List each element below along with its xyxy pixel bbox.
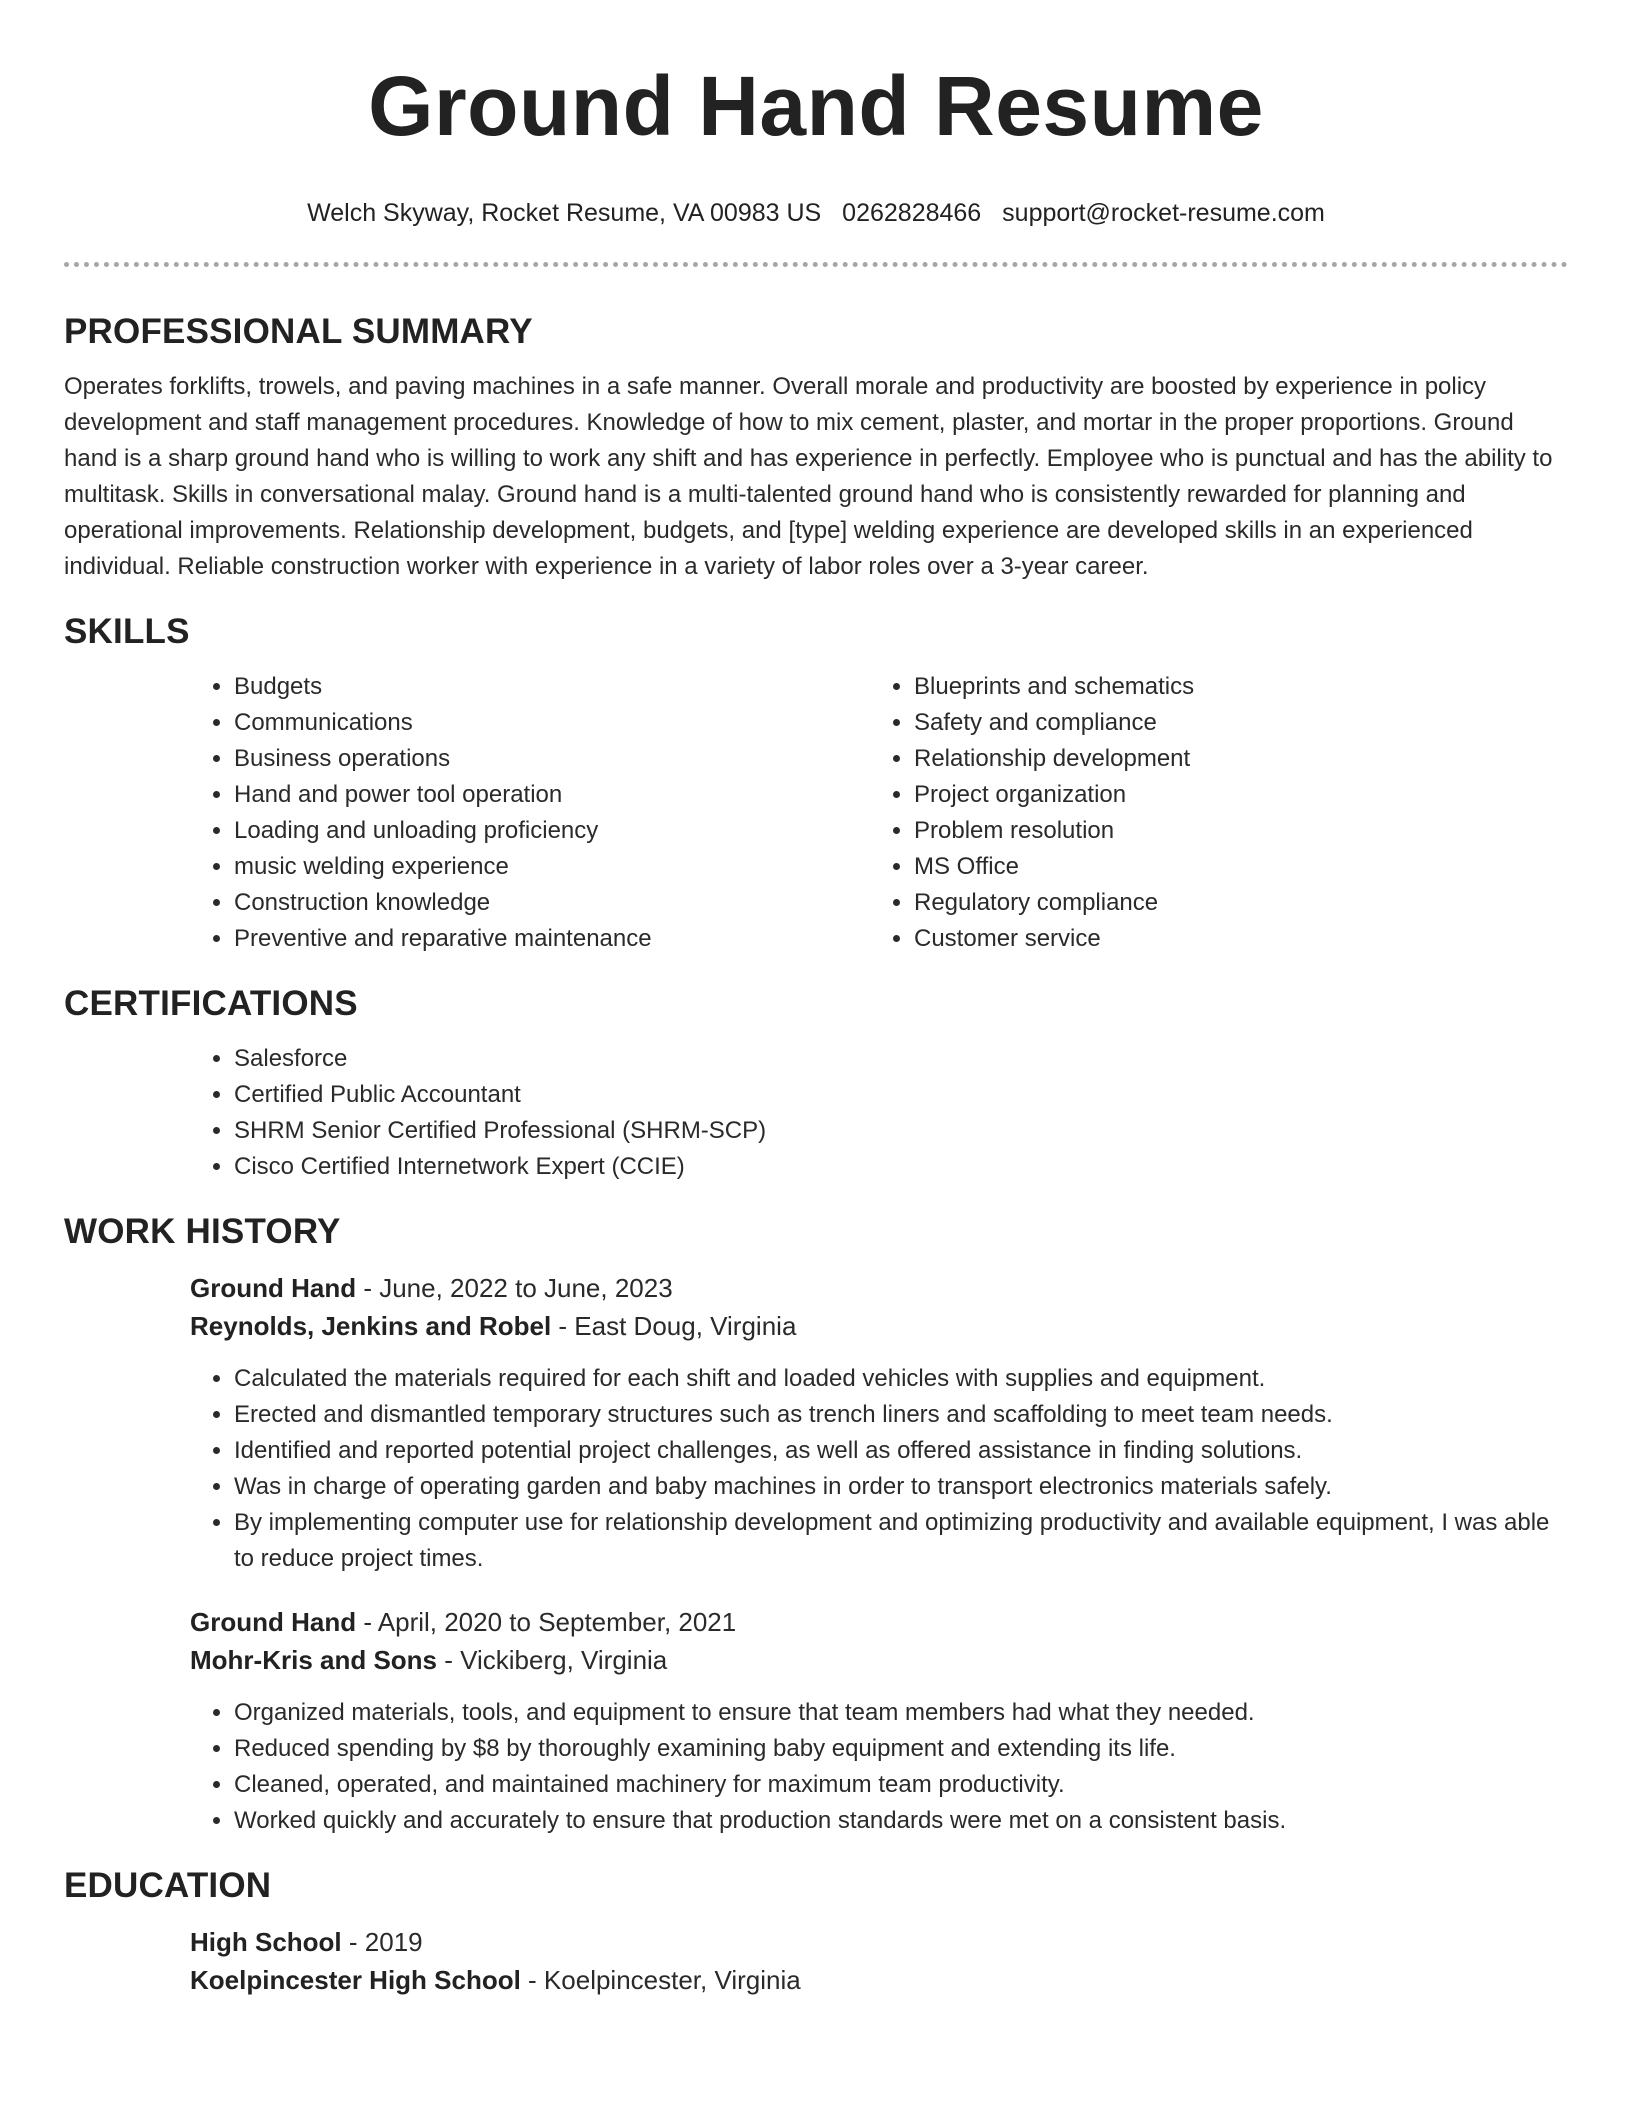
- education-location: - Koelpincester, Virginia: [520, 1965, 801, 1995]
- job-dates: - April, 2020 to September, 2021: [356, 1607, 737, 1637]
- job-entry: [190, 1269, 1568, 1577]
- resume-title: Ground Hand Resume: [368, 59, 1264, 153]
- education-year: - 2019: [341, 1927, 423, 1957]
- education-heading: EDUCATION: [64, 1866, 272, 1905]
- certification-item: • Certified Public Accountant: [234, 1077, 1568, 1113]
- skill-item: • Hand and power tool operation: [234, 777, 870, 813]
- job-title: Ground Hand: [190, 1607, 357, 1637]
- job-title: Ground Hand: [190, 1273, 357, 1303]
- job-bullet: • Cleaned, operated, and maintained machinery for maximum team productivity.: [234, 1767, 1568, 1803]
- education-school-line: [190, 1961, 1568, 1999]
- work-history-heading: WORK HISTORY: [64, 1212, 341, 1251]
- skill-item: • Preventive and reparative maintenance: [234, 921, 870, 957]
- skills-heading: SKILLS: [64, 612, 190, 651]
- contact-email: support@rocket-resume.com: [1002, 199, 1325, 227]
- job-bullet: • Organized materials, tools, and equipment to ensure that team members had what they needed.: [234, 1695, 1568, 1731]
- skill-item: • Loading and unloading proficiency: [234, 813, 870, 849]
- job-bullet: • Erected and dismantled temporary structures such as trench liners and scaffolding to meet team needs.: [234, 1397, 1568, 1433]
- job-location: - Vickiberg, Virginia: [437, 1645, 668, 1675]
- skill-item: • music welding experience: [234, 849, 870, 885]
- skill-item: • Relationship development: [914, 741, 1550, 777]
- education-degree-line: [190, 1923, 1568, 1961]
- job-bullet: • Was in charge of operating garden and baby machines in order to transport electronics materials safely.: [234, 1469, 1568, 1505]
- job-company: Mohr-Kris and Sons: [190, 1645, 438, 1675]
- certifications-list: [190, 1041, 1568, 1185]
- skill-item: • MS Office: [914, 849, 1550, 885]
- skill-item: • Customer service: [914, 921, 1550, 957]
- contact-phone: 0262828466: [842, 199, 982, 227]
- job-title-line: [190, 1603, 1568, 1641]
- skill-item: • Blueprints and schematics: [914, 669, 1550, 705]
- summary-heading: PROFESSIONAL SUMMARY: [64, 312, 533, 351]
- job-bullet: • Identified and reported potential project challenges, as well as offered assistance in finding solutions.: [234, 1433, 1568, 1469]
- certification-item: • Cisco Certified Internetwork Expert (CCIE): [234, 1149, 1568, 1185]
- job-bullet: • Worked quickly and accurately to ensure that production standards were met on a consistent basis.: [234, 1803, 1568, 1839]
- skill-item: • Project organization: [914, 777, 1550, 813]
- job-bullet: • By implementing computer use for relationship development and optimizing productivity and available equipment, I was able to reduce project times.: [234, 1505, 1568, 1577]
- education-entry: [190, 1923, 1568, 1999]
- summary-text: Operates forklifts, trowels, and paving machines in a safe manner. Overall morale and productivity are boosted by experience in policy development and staff management procedures. Knowledge of how to mix cement, plaster, and mortar in the proper proportions. Ground hand is a sharp ground hand who is willing to work any shift and has experience in perfectly. Employee who is punctual and has the ability to multitask. Skills in conversational malay. Ground hand is a multi-talented ground hand who is consistently rewarded for planning and operational improvements. Relationship development, budgets, and [type] welding experience are developed skills in an experienced individual. Reliable construction worker with experience in a variety of labor roles over a 3-year career.: [64, 373, 1553, 580]
- contact-line: [64, 198, 1568, 228]
- skill-item: • Business operations: [234, 741, 870, 777]
- education-degree: High School: [190, 1927, 342, 1957]
- job-dates: - June, 2022 to June, 2023: [356, 1273, 673, 1303]
- job-company-line: [190, 1641, 1568, 1679]
- contact-address: Welch Skyway, Rocket Resume, VA 00983 US: [307, 199, 822, 227]
- certifications-heading: CERTIFICATIONS: [64, 984, 358, 1023]
- job-location: - East Doug, Virginia: [551, 1311, 797, 1341]
- skills-column-right: [870, 669, 1550, 957]
- skill-item: • Problem resolution: [914, 813, 1550, 849]
- skills-column-left: [190, 669, 870, 957]
- skills-list: [190, 669, 1568, 957]
- job-entry: [190, 1603, 1568, 1839]
- skill-item: • Safety and compliance: [914, 705, 1550, 741]
- job-bullet: • Reduced spending by $8 by thoroughly examining baby equipment and extending its life.: [234, 1731, 1568, 1767]
- header-divider: [64, 262, 1568, 267]
- certification-item: • SHRM Senior Certified Professional (SHRM-SCP): [234, 1113, 1568, 1149]
- job-title-line: [190, 1269, 1568, 1307]
- education-school: Koelpincester High School: [190, 1965, 521, 1995]
- skill-item: • Regulatory compliance: [914, 885, 1550, 921]
- job-company-line: [190, 1307, 1568, 1345]
- job-company: Reynolds, Jenkins and Robel: [190, 1311, 552, 1341]
- job-bullet: • Calculated the materials required for each shift and loaded vehicles with supplies and equipment.: [234, 1361, 1568, 1397]
- skill-item: • Construction knowledge: [234, 885, 870, 921]
- certification-item: • Salesforce: [234, 1041, 1568, 1077]
- skill-item: • Communications: [234, 705, 870, 741]
- skill-item: • Budgets: [234, 669, 870, 705]
